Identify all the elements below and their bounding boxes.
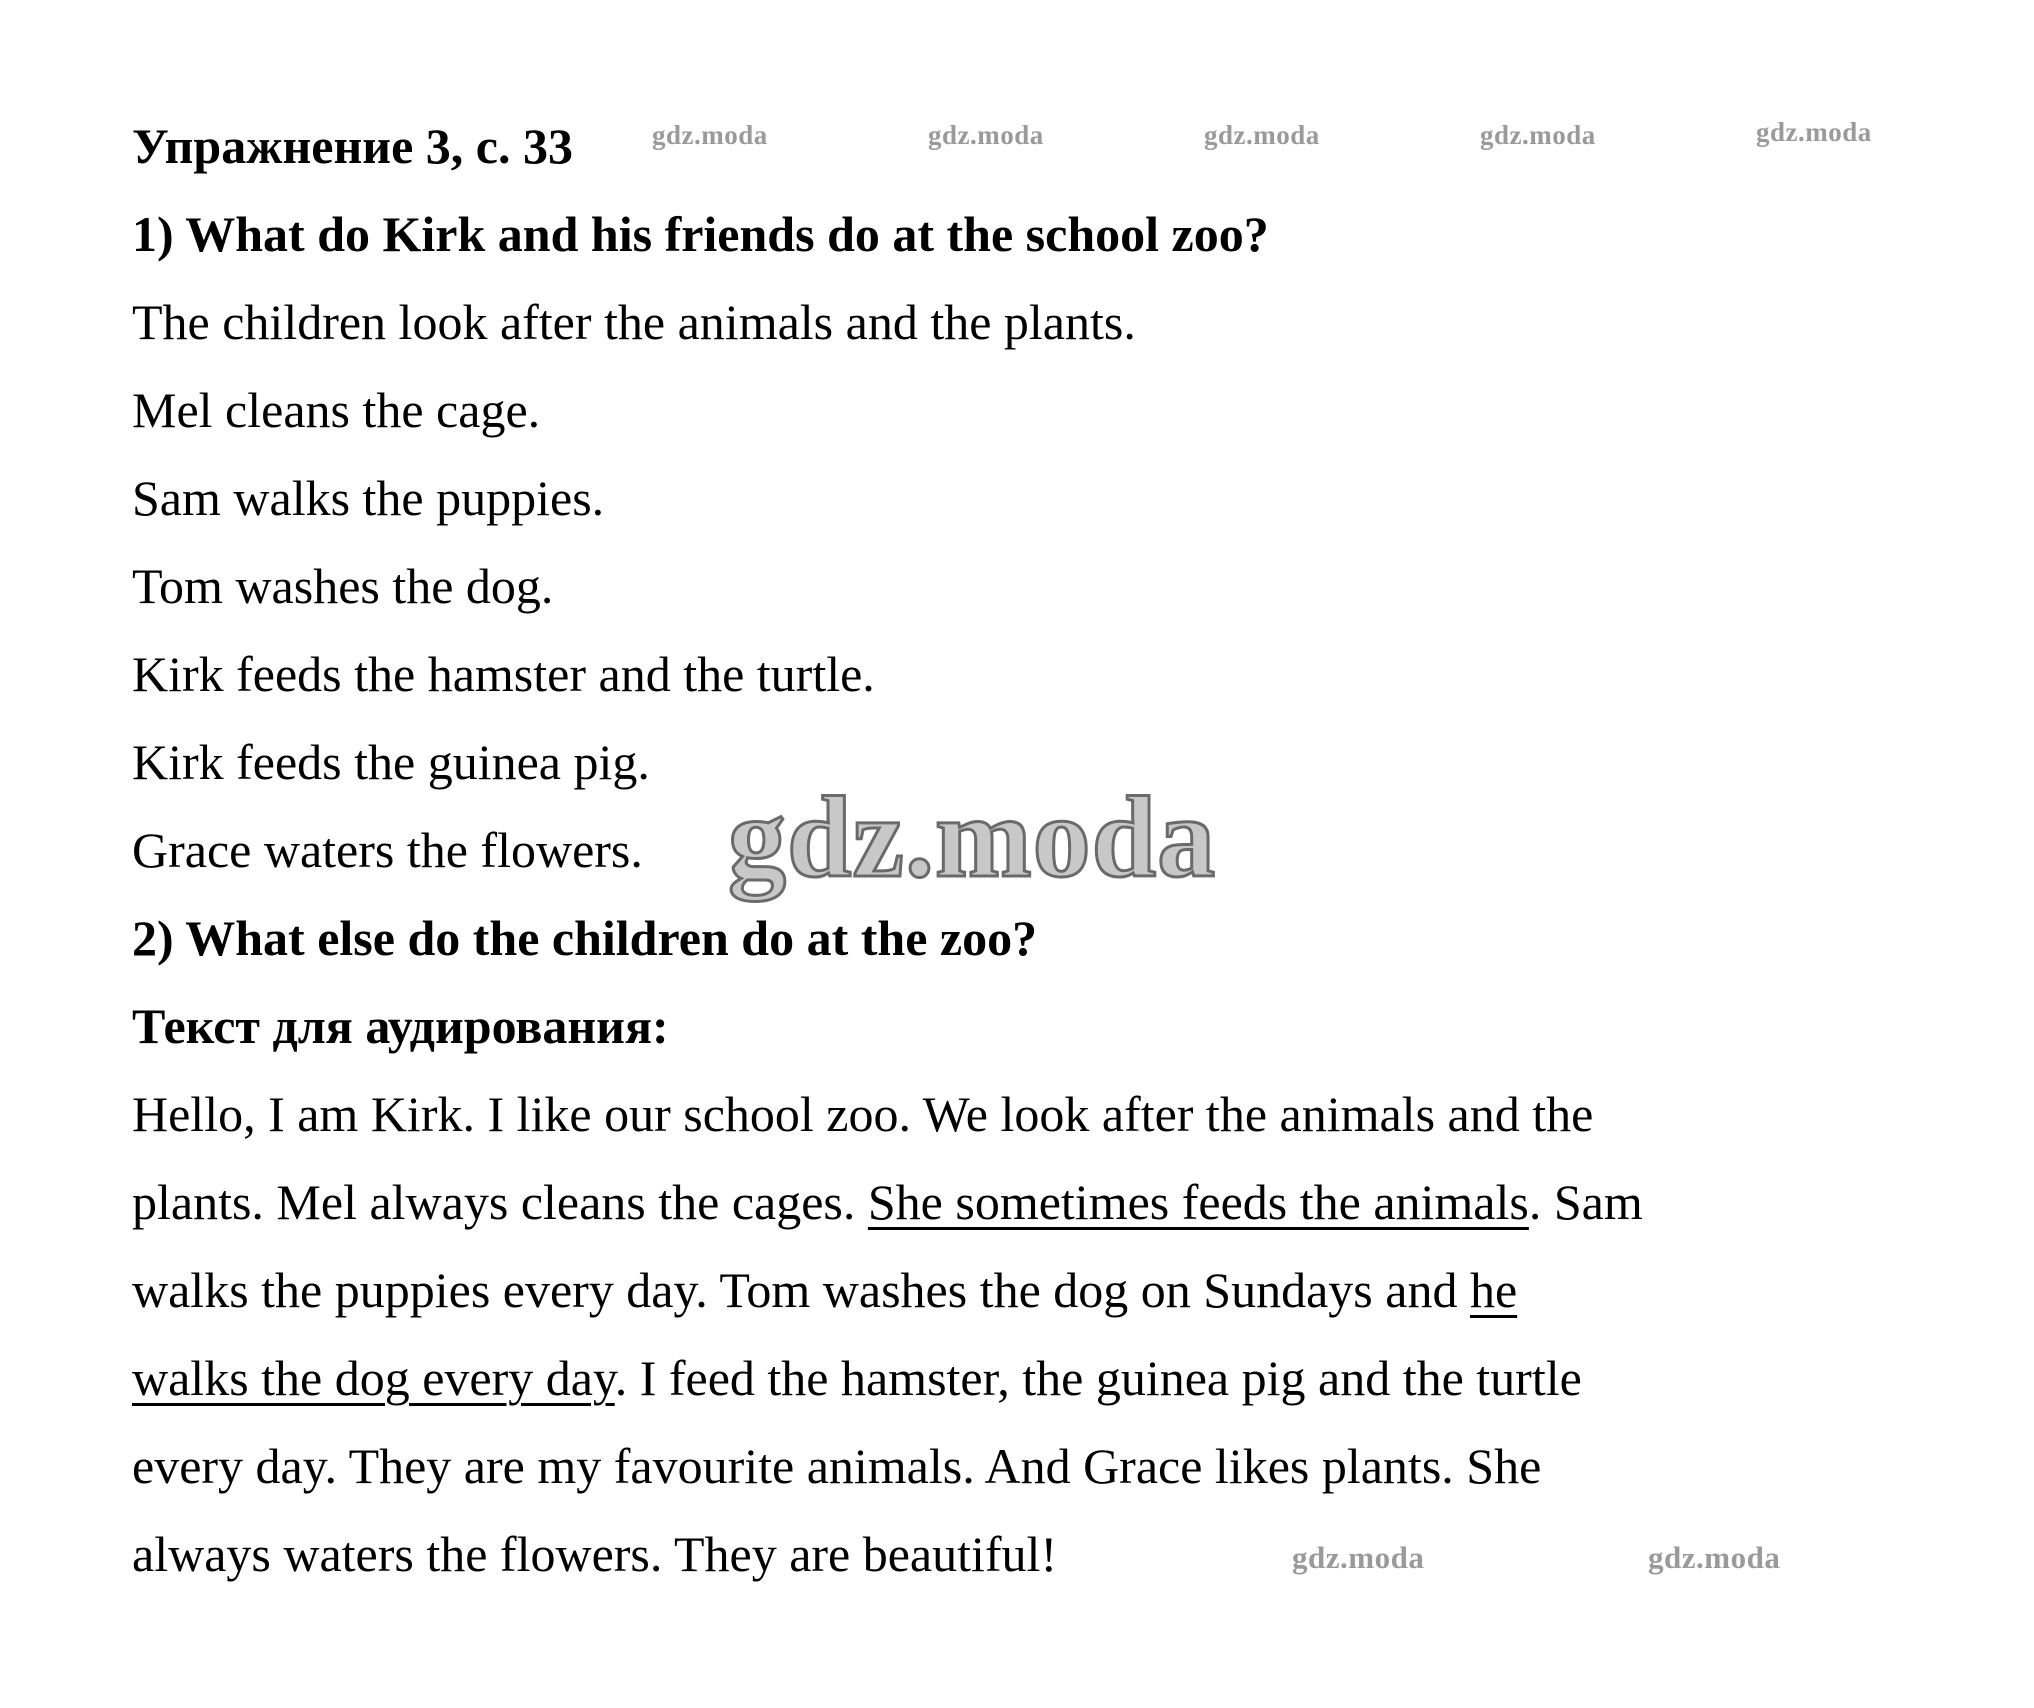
text-segment: plants. Mel always cleans the cages.: [132, 1174, 868, 1230]
answer-line: Grace waters the flowers.: [132, 822, 643, 878]
watermark-large: gdz.moda: [728, 774, 1217, 902]
answer-line: Kirk feeds the guinea pig.: [132, 734, 650, 790]
text-line-4: [132, 1334, 1932, 1422]
watermark: gdz.moda: [1204, 120, 1320, 150]
underlined-text: She sometimes feeds the animals: [867, 1174, 1529, 1230]
answer-line: Tom washes the dog.: [132, 558, 554, 614]
text-line-3: [132, 1246, 1932, 1334]
answer-line: Kirk feeds the hamster and the turtle.: [132, 646, 875, 702]
watermark: gdz.moda: [1292, 1540, 1425, 1575]
text-segment: . Sam: [1528, 1174, 1643, 1230]
text-line-2: [132, 1158, 1932, 1246]
question-2: 2) What else do the children do at the zoo?: [132, 910, 1038, 966]
underlined-text: he: [1469, 1262, 1518, 1318]
underlined-text: walks the dog every day: [132, 1350, 615, 1406]
text-line-6: always waters the flowers. They are beautiful!: [132, 1526, 1058, 1582]
text-line-5: every day. They are my favourite animals. And Grace likes plants. She: [132, 1438, 1542, 1494]
answer-line: The children look after the animals and the plants.: [132, 294, 1136, 350]
exercise-heading: Упражнение 3, с. 33: [132, 118, 573, 174]
text-segment: walks the puppies every day. Tom washes the dog on Sundays and: [132, 1262, 1470, 1318]
watermark: gdz.moda: [652, 120, 768, 150]
answer-line: Sam walks the puppies.: [132, 470, 605, 526]
watermark: gdz.moda: [1480, 120, 1596, 150]
text-line-1: Hello, I am Kirk. I like our school zoo. We look after the animals and the: [132, 1086, 1594, 1142]
answer-line: Mel cleans the cage.: [132, 382, 541, 438]
question-1: 1) What do Kirk and his friends do at the school zoo?: [132, 206, 1269, 262]
watermark: gdz.moda: [1648, 1540, 1781, 1575]
listening-title: Текст для аудирования:: [132, 998, 669, 1054]
watermark: gdz.moda: [928, 120, 1044, 150]
watermark: gdz.moda: [1756, 117, 1872, 147]
text-segment: . I feed the hamster, the guinea pig and the turtle: [614, 1350, 1582, 1406]
